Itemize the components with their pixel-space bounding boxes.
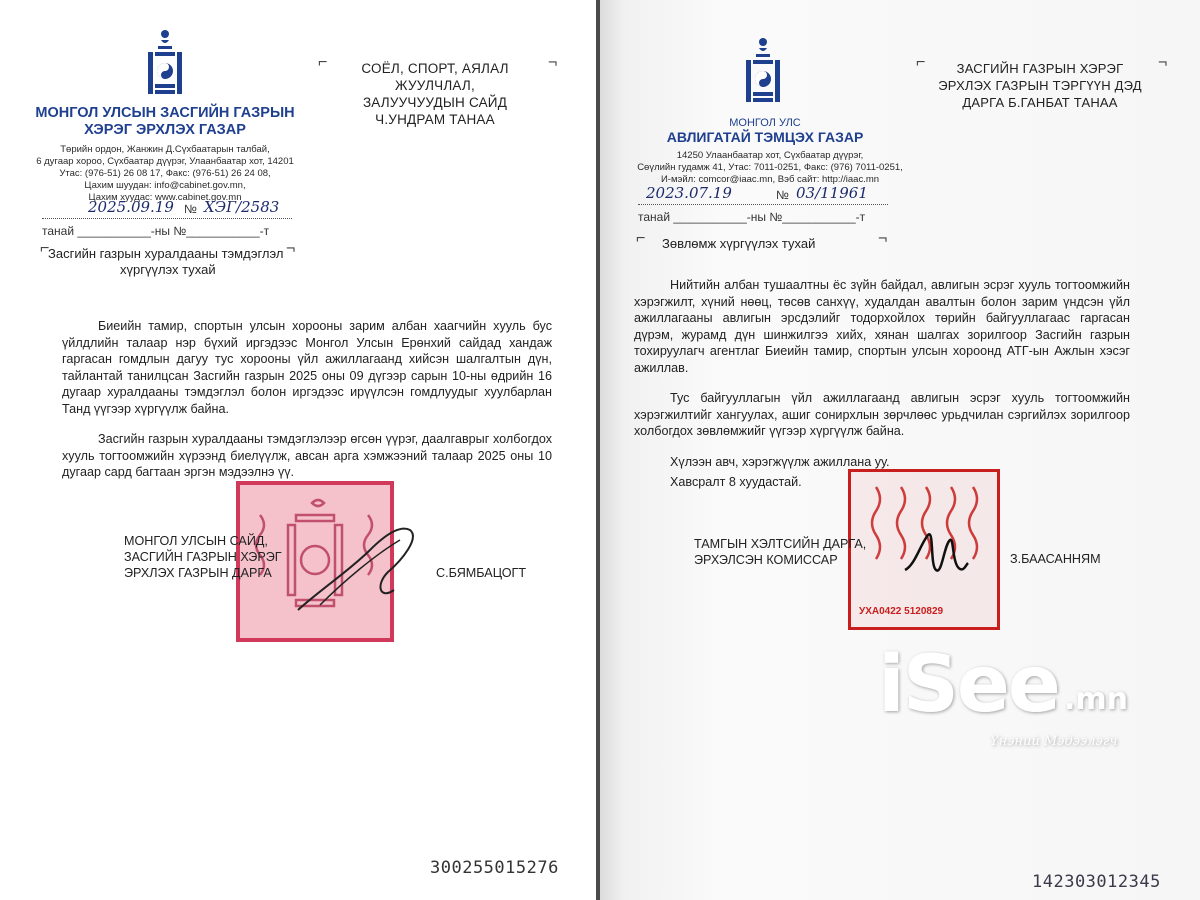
corner-bracket: ¬ <box>286 240 296 257</box>
corner-bracket: ⌐ <box>916 54 926 71</box>
signatory-title <box>124 533 282 581</box>
body-paragraph: Нийтийн албан тушаалтны ёс зүйн байдал, авлигын эсрэг хууль тогтоомжийн хэрэгжилт, хүний нөөц, төсөв санхүү, худалдан авалтын болон зарим үндсэн үйл ажиллагааны авлигын эрсдэлийг тодорхойлох төрийн байгууллагаас гаргасан дүрэм, журамд дүн шинжилгээ хийх, хянан шалгах зорилгоор Засгийн газрын тохируулагч агентлаг Биеийн тамир, спортын улсын хороонд АТГ-ын Ажлын хэсэг ажиллав. <box>634 278 1130 375</box>
stamp-code: УХА0422 5120829 <box>859 606 944 617</box>
reply-reference-line: танай ___________-ны №___________-т <box>638 210 866 224</box>
addressee-line: ДАРГА Б.ГАНБАТ ТАНАА <box>962 95 1118 110</box>
corner-bracket: ¬ <box>548 54 558 71</box>
reference-number: 03/11961 <box>796 184 868 202</box>
signatory-title-line: ЭРХЭЛСЭН КОМИССАР <box>694 553 838 567</box>
letter-body <box>62 318 552 495</box>
letter-subject <box>48 246 288 278</box>
signatory-title-line: ТАМГЫН ХЭЛТСИЙН ДАРГА, <box>694 537 867 551</box>
contact-line: Утас: (976-51) 26 08 17, Факс: (976-51) 26 24 08, <box>59 168 271 179</box>
number-label: № <box>184 202 197 216</box>
addressee-block <box>920 60 1160 111</box>
addressee-line: ЭРХЛЭХ ГАЗРЫН ТЭРГҮҮН ДЭД <box>938 78 1142 93</box>
document-barcode-number: 300255015276 <box>430 858 559 878</box>
isee-watermark-logo <box>878 640 1168 770</box>
watermark-brand: iSee <box>878 640 1059 730</box>
corner-bracket: ¬ <box>878 230 888 247</box>
signatory-title-line: МОНГОЛ УЛСЫН САЙД, <box>124 534 268 548</box>
signatory-name: З.БААСАННЯМ <box>1010 552 1101 566</box>
org-name: МОНГОЛ УЛСЫН ЗАСГИЙН ГАЗРЫН <box>35 105 295 121</box>
soyombo-emblem-icon <box>145 28 185 98</box>
subject-line: Засгийн газрын хуралдааны тэмдэглэл <box>48 246 284 261</box>
body-paragraph: Засгийн газрын хуралдааны тэмдэглэлээр өгсөн үүрэг, даалгаврыг холбогдох хууль тогтоомжийн хүрээнд биелүүлж, авсан арга хэмжээний талаар 2025 оны 10 дугаар сард багтаан эргэн мэдээлнэ үү. <box>62 432 552 479</box>
handwritten-signature <box>900 525 970 585</box>
signatory-name: С.БЯМБАЦОГТ <box>436 566 527 580</box>
corner-bracket: ⌐ <box>40 240 50 257</box>
addressee-line: ЗАЛУУЧУУДЫН САЙД <box>362 95 508 110</box>
contact-line: Цахим хуудас: www.cabinet.gov.mn <box>88 192 242 203</box>
contact-line: Төрийн ордон, Жанжин Д.Сүхбаатарын талбай, <box>60 144 270 155</box>
addressee-line: СОЁЛ, СПОРТ, АЯЛАЛ ЖУУЛЧЛАЛ, <box>361 61 509 93</box>
addressee-line: Ч.УНДРАМ ТАНАА <box>375 112 495 127</box>
corner-bracket: ⌐ <box>636 230 646 247</box>
corner-bracket: ¬ <box>1158 54 1168 71</box>
left-letter <box>0 0 596 900</box>
contact-line: 6 дугаар хороо, Сүхбаатар дүүрэг, Улаанбаатар хот, 14201 <box>36 156 294 167</box>
letter-date: 2023.07.19 <box>646 184 732 202</box>
handwritten-signature <box>290 510 430 620</box>
body-paragraph: Тус байгууллагын үйл ажиллагаанд авлигын эсрэг хууль тогтоомжийн хэрэгжилтийг хангуулах, ашиг сонирхлын зөрчлөөс урьдчилан сэргийлэх зорилгоор холбогдох зөвлөмжийг үүгээр хүргүүлж байна. <box>634 391 1130 438</box>
subject-line: хүргүүлэх тухай <box>120 262 216 277</box>
contact-line: 14250 Улаанбаатар хот, Сүхбаатар дүүрэг, <box>676 150 864 161</box>
addressee-block <box>320 60 550 128</box>
number-label: № <box>776 188 789 202</box>
org-contact <box>620 150 920 186</box>
reply-reference-line: танай ___________-ны №___________-т <box>42 224 270 238</box>
org-name: АВЛИГАТАЙ ТЭМЦЭХ ГАЗАР <box>666 129 864 145</box>
watermark-tagline: Үнэний Мэдээлэгч <box>990 734 1118 749</box>
closing-line: Хавсралт 8 хуудастай. <box>670 475 802 489</box>
contact-line: Цахим шуудан: info@cabinet.gov.mn, <box>84 180 246 191</box>
letter-date: 2025.09.19 <box>88 198 174 216</box>
contact-line: Сөүлийн гудамж 41, Утас: 7011-0251, Факс: (976) 7011-0251, <box>637 162 903 173</box>
letter-subject: Зөвлөмж хүргүүлэх тухай <box>662 236 816 251</box>
addressee-line: ЗАСГИЙН ГАЗРЫН ХЭРЭГ <box>956 61 1124 76</box>
date-line <box>42 200 292 219</box>
closing-line: Хүлээн авч, хэрэгжүүлж ажиллана уу. <box>670 454 890 469</box>
org-country: МОНГОЛ УЛС <box>729 117 801 129</box>
contact-line: И-мэйл: comcor@iaac.mn, Вэб сайт: http://iaac.mn <box>660 174 880 185</box>
corner-bracket: ⌐ <box>318 54 328 71</box>
reference-number: ХЭГ/2583 <box>204 198 280 216</box>
org-subname: ХЭРЭГ ЭРХЛЭХ ГАЗАР <box>84 122 246 138</box>
signatory-title-line: ЭРХЛЭХ ГАЗРЫН ДАРГА <box>124 566 272 580</box>
watermark-domain: .mn <box>1064 682 1129 717</box>
signatory-title-line: ЗАСГИЙН ГАЗРЫН ХЭРЭГ <box>124 550 282 564</box>
date-line <box>638 186 888 205</box>
body-paragraph: Биеийн тамир, спортын улсын хорооны зарим албан хаагчийн хууль бус үйлдлийн талаар нэр бүхий иргэдээс Монгол Улсын Ерөнхий сайдад хандаж гаргасан гомдлын дагуу тус хорооны үйл ажиллагаанд хийсэн шалгалтын дүн, тайлантай танилцсан Засгийн газрын 2025 оны 09 дүгээр сарын 10-ны өдрийн 16 дугаар хуралдааны тэмдэглэл болон иргэдээс ирүүлсэн гомдлуудыг хуулбарлан Танд үүгээр хүргүүлж байна. <box>62 319 552 416</box>
soyombo-emblem-icon <box>743 36 783 106</box>
document-barcode-number: 142303012345 <box>1032 872 1161 892</box>
signatory-title <box>694 536 866 568</box>
org-contact <box>20 144 310 204</box>
